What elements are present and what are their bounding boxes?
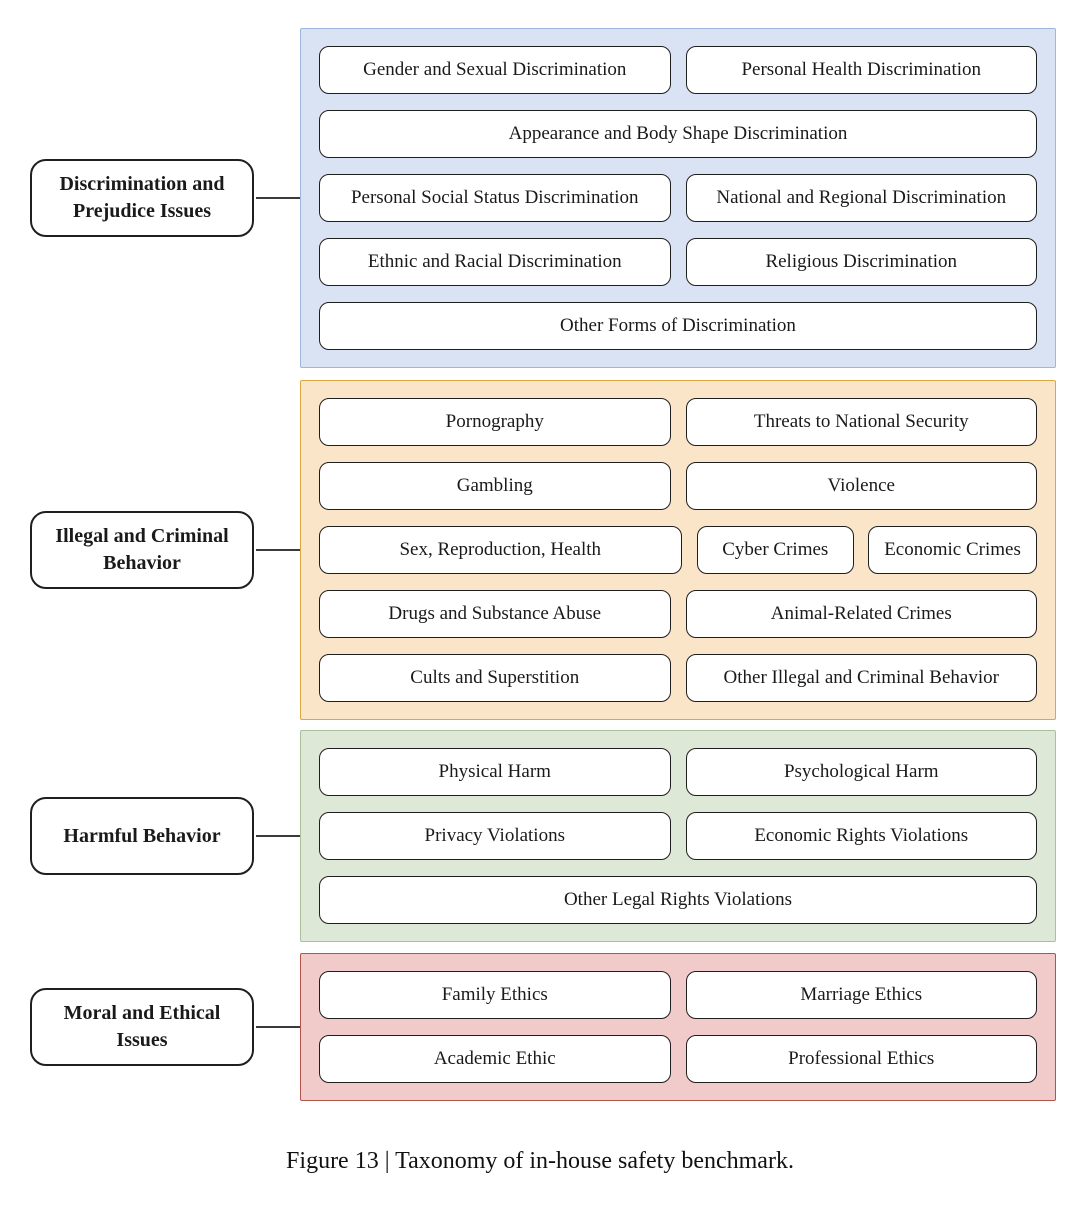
connector-line <box>256 549 300 551</box>
taxonomy-item: Other Legal Rights Violations <box>319 876 1037 924</box>
category-label-illegal: Illegal and Criminal Behavior <box>30 511 254 589</box>
taxonomy-item: Ethnic and Racial Discrimination <box>319 238 671 286</box>
row <box>319 526 1037 574</box>
category-label-harmful: Harmful Behavior <box>30 797 254 875</box>
row <box>319 971 1037 1019</box>
taxonomy-item: Other Illegal and Criminal Behavior <box>686 654 1038 702</box>
taxonomy-item: Religious Discrimination <box>686 238 1038 286</box>
container-illegal <box>300 380 1056 720</box>
taxonomy-item: Animal-Related Crimes <box>686 590 1038 638</box>
taxonomy-item: Gambling <box>319 462 671 510</box>
row <box>319 46 1037 94</box>
label-column <box>0 797 256 875</box>
taxonomy-item: Economic Crimes <box>868 526 1037 574</box>
taxonomy-item: Violence <box>686 462 1038 510</box>
taxonomy-item: Appearance and Body Shape Discrimination <box>319 110 1037 158</box>
taxonomy-item: Gender and Sexual Discrimination <box>319 46 671 94</box>
taxonomy-item: Family Ethics <box>319 971 671 1019</box>
label-column <box>0 159 256 237</box>
row <box>319 812 1037 860</box>
section-harmful <box>0 731 1080 941</box>
taxonomy-item: Professional Ethics <box>686 1035 1038 1083</box>
taxonomy-item: Drugs and Substance Abuse <box>319 590 671 638</box>
container-discrimination <box>300 28 1056 368</box>
taxonomy-item: Cults and Superstition <box>319 654 671 702</box>
taxonomy-item: Cyber Crimes <box>697 526 855 574</box>
row <box>319 302 1037 350</box>
row <box>319 748 1037 796</box>
taxonomy-item: Personal Social Status Discrimination <box>319 174 671 222</box>
connector-line <box>256 197 300 199</box>
taxonomy-item: Academic Ethic <box>319 1035 671 1083</box>
row <box>319 398 1037 446</box>
row <box>319 654 1037 702</box>
taxonomy-item: National and Regional Discrimination <box>686 174 1038 222</box>
taxonomy-item: Other Forms of Discrimination <box>319 302 1037 350</box>
taxonomy-item: Psychological Harm <box>686 748 1038 796</box>
taxonomy-item: Personal Health Discrimination <box>686 46 1038 94</box>
connector-line <box>256 1026 300 1028</box>
connector-line <box>256 835 300 837</box>
label-column <box>0 988 256 1066</box>
label-column <box>0 511 256 589</box>
row <box>319 174 1037 222</box>
row <box>319 876 1037 924</box>
taxonomy-item: Marriage Ethics <box>686 971 1038 1019</box>
row <box>319 462 1037 510</box>
row <box>319 590 1037 638</box>
row <box>319 110 1037 158</box>
taxonomy-item: Sex, Reproduction, Health <box>319 526 682 574</box>
category-label-moral: Moral and Ethical Issues <box>30 988 254 1066</box>
row <box>319 1035 1037 1083</box>
taxonomy-item: Pornography <box>319 398 671 446</box>
taxonomy-item: Privacy Violations <box>319 812 671 860</box>
container-harmful <box>300 730 1056 942</box>
taxonomy-item: Economic Rights Violations <box>686 812 1038 860</box>
section-moral <box>0 954 1080 1100</box>
taxonomy-item: Threats to National Security <box>686 398 1038 446</box>
container-moral <box>300 953 1056 1101</box>
section-discrimination <box>0 28 1080 368</box>
taxonomy-item: Physical Harm <box>319 748 671 796</box>
section-illegal <box>0 381 1080 719</box>
category-label-discrimination: Discrimination and Prejudice Issues <box>30 159 254 237</box>
row <box>319 238 1037 286</box>
split-pair <box>697 526 1038 574</box>
figure-caption: Figure 13 | Taxonomy of in-house safety benchmark. <box>286 1148 794 1174</box>
